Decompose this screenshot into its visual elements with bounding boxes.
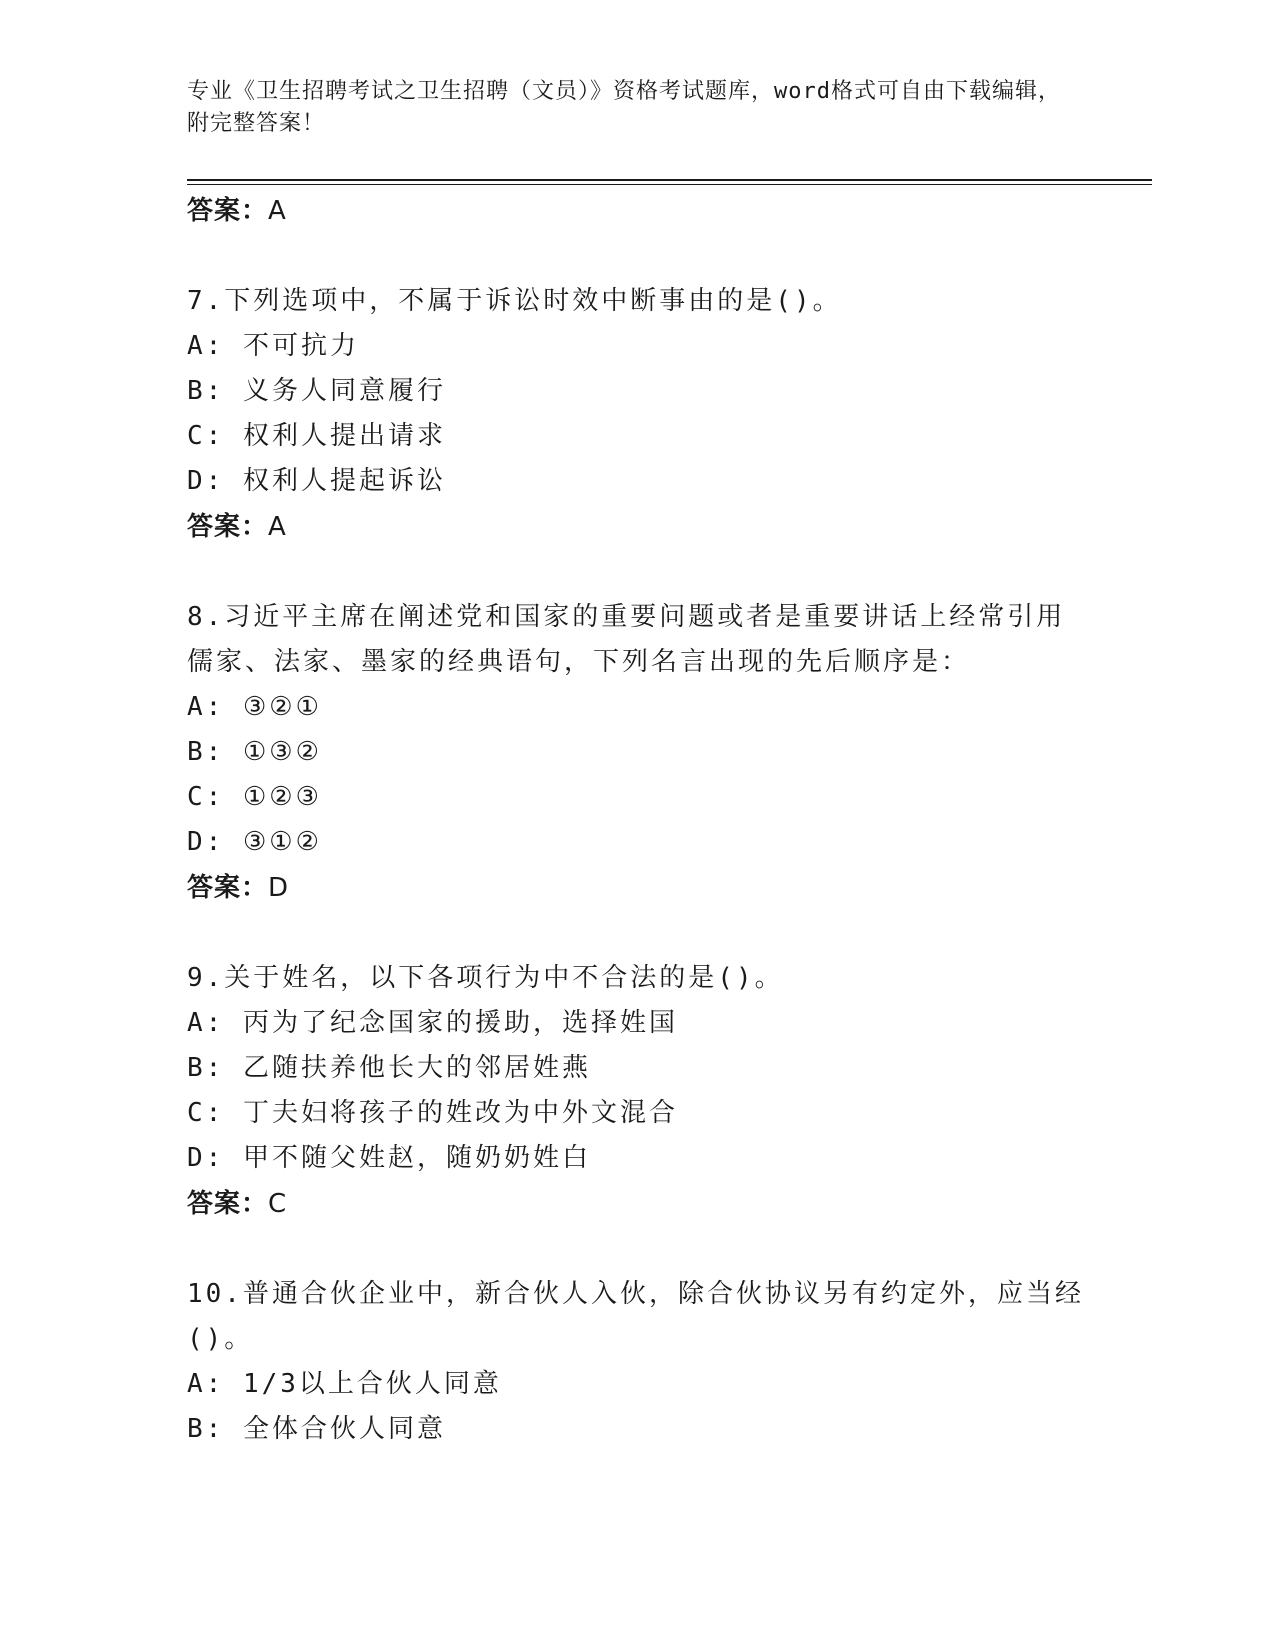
question-list: [187, 188, 1087, 1452]
option-b: B: 乙随扶养他长大的邻居姓燕: [187, 1053, 591, 1083]
question-stem: 10.普通合伙企业中，新合伙人入伙，除合伙协议另有约定外，应当经()。: [187, 1279, 1084, 1354]
question-stem: 7.下列选项中，不属于诉讼时效中断事由的是()。: [187, 286, 842, 316]
answer-label: 答案：: [187, 873, 269, 903]
header-divider: [187, 179, 1152, 181]
option-a: A: 不可抗力: [187, 331, 359, 361]
option-a: A: 1/3以上合伙人同意: [187, 1369, 502, 1399]
question-stem: 8.习近平主席在阐述党和国家的重要问题或者是重要讲话上经常引用儒家、法家、墨家的经典语句，下列名言出现的先后顺序是：: [187, 602, 1066, 677]
answer-line: [187, 188, 1087, 234]
answer-line: [187, 504, 1087, 550]
answer-label: 答案：: [187, 196, 269, 226]
answer-line: [187, 1181, 1087, 1227]
option-d: D: ③①②: [187, 827, 322, 857]
answer-label: 答案：: [187, 512, 269, 542]
option-c: C: 权利人提出请求: [187, 421, 446, 451]
answer-line: [187, 865, 1087, 911]
option-a: A: 丙为了纪念国家的援助，选择姓国: [187, 1008, 678, 1038]
header-divider-thin: [187, 184, 1152, 185]
option-c: C: ①②③: [187, 782, 322, 812]
answer-value: D: [268, 873, 290, 903]
document-header: 专业《卫生招聘考试之卫生招聘（文员）》资格考试题库，word格式可自由下载编辑，附完整答案！: [187, 79, 1061, 136]
option-d: D: 权利人提起诉讼: [187, 466, 446, 496]
option-b: B: ①③②: [187, 737, 322, 767]
answer-value: A: [268, 196, 287, 226]
option-a: A: ③②①: [187, 692, 322, 722]
question-stem: 9.关于姓名，以下各项行为中不合法的是()。: [187, 963, 784, 993]
option-b: B: 全体合伙人同意: [187, 1414, 446, 1444]
option-c: C: 丁夫妇将孩子的姓改为中外文混合: [187, 1098, 678, 1128]
answer-value: C: [268, 1189, 288, 1219]
answer-label: 答案：: [187, 1189, 269, 1219]
answer-value: A: [268, 512, 287, 542]
option-d: D: 甲不随父姓赵，随奶奶姓白: [187, 1143, 591, 1173]
option-b: B: 义务人同意履行: [187, 376, 446, 406]
